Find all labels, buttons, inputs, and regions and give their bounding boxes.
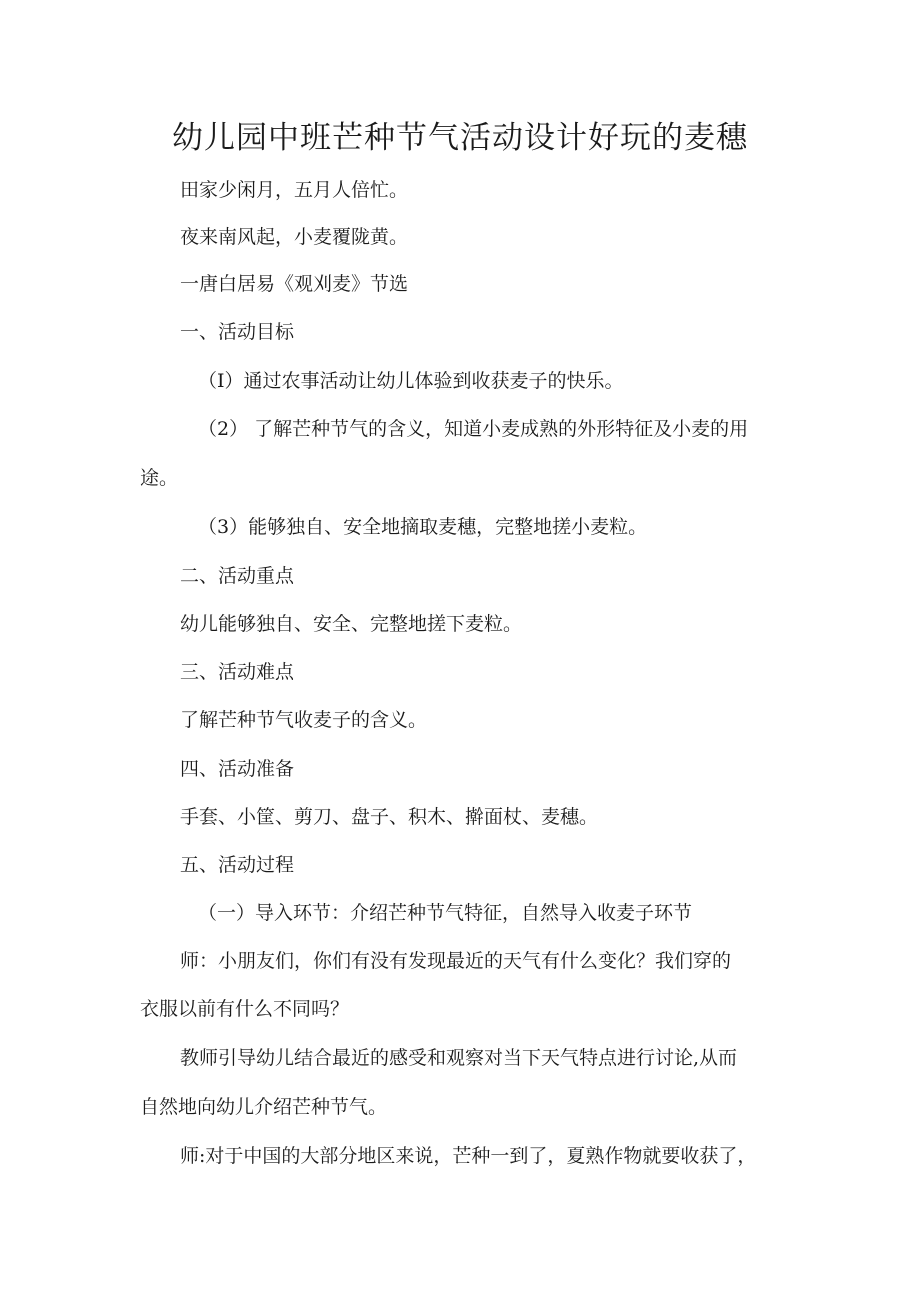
key-points-text: 幼儿能够独自、安全、完整地搓下麦粒。 [180,613,523,635]
teacher-explanation: 师:对于中国的大部分地区来说，芒种一到了，夏熟作物就要收获了， [180,1145,757,1167]
goal-item-2-continued: 途。 [140,467,179,489]
guidance-paragraph-continued: 自然地向幼儿介绍芒种节气。 [140,1096,388,1118]
goal-item-2: （2） 了解芒种节气的含义，知道小麦成熟的外形特征及小麦的用 [198,418,749,440]
goal-item-3: （3）能够独自、安全地摘取麦穗，完整地搓小麦粒。 [198,516,648,538]
teacher-question-continued: 衣服以前有什么不同吗？ [140,998,350,1020]
poem-line-2: 夜来南风起，小麦覆陇黄。 [180,226,409,248]
teacher-question: 师：小朋友们，你们有没有发现最近的天气有什么变化？我们穿的 [180,950,732,972]
guidance-paragraph: 教师引导幼儿结合最近的感受和观察对当下天气特点进行讨论,从而 [180,1047,738,1069]
section-heading-key-points: 二、活动重点 [180,565,295,587]
preparation-text: 手套、小筐、剪刀、盘子、积木、擀面杖、麦穗。 [180,806,599,828]
section-heading-process: 五、活动过程 [180,854,295,876]
goal-item-1: （I）通过农事活动让幼儿体验到收获麦子的快乐。 [198,370,624,392]
section-heading-goals: 一、活动目标 [180,321,295,343]
process-step-1-heading: （一）导入环节：介绍芒种节气特征，自然导入收麦子环节 [198,902,693,924]
poem-line-1: 田家少闲月，五月人倍忙。 [180,179,409,201]
section-heading-preparation: 四、活动准备 [180,758,295,780]
poem-attribution: 一唐白居易《观刈麦》节选 [180,273,409,295]
difficulties-text: 了解芒种节气收麦子的含义。 [180,709,428,731]
document-title: 幼儿园中班芒种节气活动设计好玩的麦穗 [172,120,748,156]
section-heading-difficulties: 三、活动难点 [180,661,295,683]
